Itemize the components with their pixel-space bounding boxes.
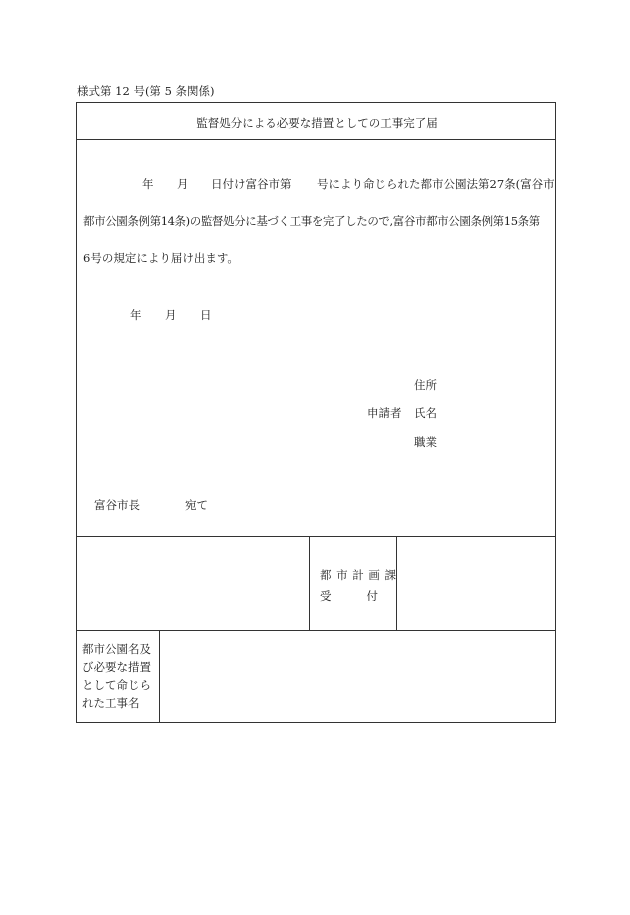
body-line-3: 6号の規定により届け出ます。 xyxy=(83,251,239,265)
park-label-line: として命じら xyxy=(82,678,151,692)
form-frame xyxy=(76,102,556,723)
divider xyxy=(396,536,397,630)
body-month: 月 xyxy=(177,177,189,191)
divider xyxy=(309,536,310,630)
reception-char: 課 xyxy=(384,568,396,582)
applicant-name: 氏名 xyxy=(414,406,437,420)
reception-label xyxy=(320,565,396,607)
reception-char: 付 xyxy=(366,589,378,603)
reception-char: 市 xyxy=(336,568,348,582)
form-title: 監督処分による必要な措置としての工事完了届 xyxy=(196,116,438,130)
date-year: 年 xyxy=(130,308,142,322)
reception-char: 都 xyxy=(320,568,332,582)
park-label-line: 都市公園名及 xyxy=(82,642,151,656)
park-name-field[interactable] xyxy=(160,631,555,722)
reception-line-2 xyxy=(320,586,378,607)
body-text-a: 日付け富谷市第 xyxy=(211,177,292,191)
reception-char: 計 xyxy=(352,568,364,582)
body-year: 年 xyxy=(142,177,154,191)
date-month: 月 xyxy=(165,308,177,322)
addressee-mayor: 富谷市長 xyxy=(94,498,140,512)
addressee-suffix: 宛て xyxy=(185,498,208,512)
applicant-occupation: 職業 xyxy=(414,435,437,449)
applicant-address: 住所 xyxy=(414,378,437,392)
park-name-label xyxy=(82,640,158,712)
body-line-2: 都市公園条例第14条)の監督処分に基づく工事を完了したので,富谷市都市公園条例第15条第 xyxy=(83,214,540,228)
reception-char: 受 xyxy=(320,589,332,603)
park-label-line: れた工事名 xyxy=(82,696,140,710)
body-text-b: 号により命じられた都市公園法第27条(富谷市 xyxy=(317,177,555,191)
reception-char: 画 xyxy=(368,568,380,582)
divider xyxy=(77,139,555,140)
divider xyxy=(77,536,555,537)
park-label-line: び必要な措置 xyxy=(82,660,151,674)
applicant-label: 申請者 xyxy=(367,406,402,420)
form-number: 様式第 12 号(第 5 条関係) xyxy=(77,84,215,98)
reception-line-1 xyxy=(320,565,396,586)
date-day: 日 xyxy=(200,308,212,322)
